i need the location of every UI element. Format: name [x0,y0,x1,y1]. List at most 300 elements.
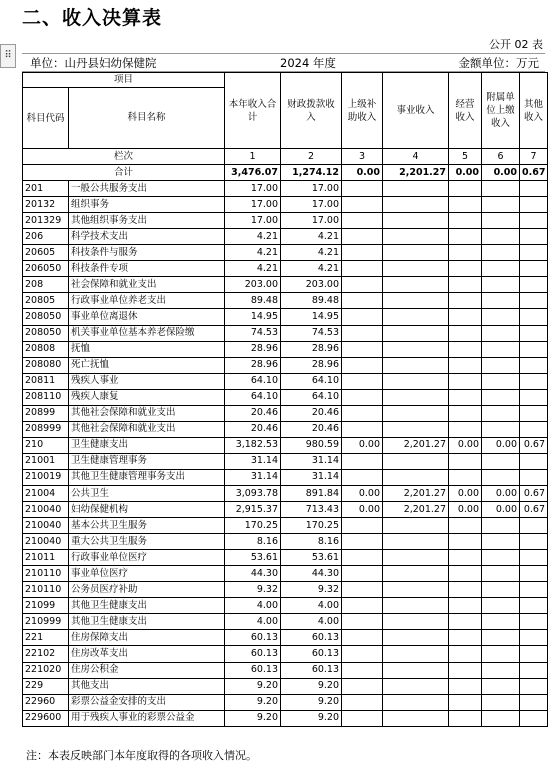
subject-code-cell: 20132 [23,197,69,213]
amount-cell [342,534,383,550]
amount-cell [482,662,520,678]
amount-cell: 0.00 [449,485,482,501]
amount-cell [342,293,383,309]
amount-cell [520,213,548,229]
amount-cell [383,518,449,534]
amount-cell [520,453,548,469]
amount-cell: 14.95 [225,309,281,325]
amount-cell: 53.61 [281,550,342,566]
subject-name-cell: 抚恤 [69,341,225,357]
subject-code-cell: 210040 [23,502,69,518]
subject-code-cell: 20605 [23,245,69,261]
amount-cell [520,181,548,197]
amount-cell: 64.10 [225,389,281,405]
amount-cell [482,229,520,245]
row-index-row [23,149,548,165]
amount-cell: 28.96 [281,341,342,357]
amount-cell [383,213,449,229]
amount-cell [520,630,548,646]
table-row [23,197,548,213]
amount-cell [449,405,482,421]
amount-cell [342,261,383,277]
amount-cell [482,293,520,309]
amount-cell [383,662,449,678]
amount-cell: 4.00 [225,598,281,614]
subject-name-cell: 组织事务 [69,197,225,213]
subject-code-cell: 229 [23,678,69,694]
col-header: 财政拨款收入 [281,73,342,149]
table-code: 公开 02 表 [489,38,543,51]
subject-name-cell: 卫生健康支出 [69,437,225,453]
amount-cell [342,309,383,325]
amount-cell: 17.00 [281,181,342,197]
amount-cell: 64.10 [281,373,342,389]
amount-cell [383,181,449,197]
subject-name-cell: 事业单位离退休 [69,309,225,325]
table-row [23,245,548,261]
amount-cell [482,678,520,694]
amount-cell: 31.14 [225,469,281,485]
amount-cell [449,213,482,229]
subject-code-cell: 206 [23,229,69,245]
amount-cell [520,678,548,694]
table-row [23,293,548,309]
subject-name-cell: 社会保障和就业支出 [69,277,225,293]
amount-cell: 9.20 [281,710,342,726]
amount-cell [482,550,520,566]
amount-cell [383,646,449,662]
amount-cell [520,325,548,341]
amount-cell: 89.48 [281,293,342,309]
amount-cell: 2,201.27 [383,437,449,453]
amount-cell: 9.20 [225,694,281,710]
amount-cell [342,373,383,389]
subject-name-cell: 重大公共卫生服务 [69,534,225,550]
amount-cell [520,357,548,373]
amount-cell [449,197,482,213]
amount-cell [520,261,548,277]
amount-cell [520,662,548,678]
table-row [23,181,548,197]
footnote: 注：本表反映部门本年度取得的各项收入情况。 [26,749,257,762]
subject-code-cell: 21011 [23,550,69,566]
subject-code-cell: 201 [23,181,69,197]
amount-cell: 0.00 [482,502,520,518]
amount-cell [482,389,520,405]
amount-cell [520,518,548,534]
amount-cell: 60.13 [225,662,281,678]
subject-code-cell: 210110 [23,582,69,598]
amount-cell [482,694,520,710]
amount-cell [482,309,520,325]
amount-cell [449,309,482,325]
amount-cell: 2,201.27 [383,485,449,501]
amount-cell: 60.13 [281,630,342,646]
table-row [23,437,548,453]
table-row [23,710,548,726]
amount-cell [520,469,548,485]
amount-cell: 0.67 [520,437,548,453]
header-row-1 [23,73,548,88]
amount-cell [520,229,548,245]
amount-cell [383,614,449,630]
amount-cell [383,469,449,485]
subject-name-cell: 残疾人康复 [69,389,225,405]
table-row [23,357,548,373]
amount-cell [482,325,520,341]
amount-cell: 713.43 [281,502,342,518]
table-row [23,485,548,501]
amount-cell [520,197,548,213]
amount-cell [342,566,383,582]
amount-cell: 891.84 [281,485,342,501]
amount-cell: 74.53 [225,325,281,341]
amount-cell [449,277,482,293]
amount-cell [482,197,520,213]
subject-name-cell: 其他卫生健康支出 [69,598,225,614]
subject-code-cell: 22102 [23,646,69,662]
amount-cell: 4.00 [225,614,281,630]
subject-code-cell: 201329 [23,213,69,229]
subject-code-cell: 210999 [23,614,69,630]
table-row [23,389,548,405]
amount-cell [383,325,449,341]
subject-code-cell: 20899 [23,405,69,421]
amount-cell [342,518,383,534]
col-num: 7 [520,149,548,165]
amount-cell [520,582,548,598]
amount-cell [342,646,383,662]
amount-cell [520,534,548,550]
amount-cell: 17.00 [281,197,342,213]
amount-cell [449,469,482,485]
amount-cell [383,550,449,566]
amount-cell: 9.20 [225,678,281,694]
subject-name-cell: 公务员医疗补助 [69,582,225,598]
project-header: 项目 [23,73,225,88]
amount-cell [383,453,449,469]
amount-cell: 60.13 [225,646,281,662]
amount-cell: 0.00 [342,502,383,518]
subject-code-cell: 20811 [23,373,69,389]
total-cell: 2,201.27 [383,165,449,181]
table-row [23,213,548,229]
subject-name-cell: 行政事业单位养老支出 [69,293,225,309]
subject-name-cell: 公共卫生 [69,485,225,501]
amount-cell [383,277,449,293]
amount-cell: 31.14 [281,469,342,485]
income-table [22,72,548,727]
amount-cell [449,421,482,437]
amount-cell: 28.96 [225,357,281,373]
amount-cell: 9.20 [281,678,342,694]
amount-cell [482,566,520,582]
amount-cell: 9.32 [225,582,281,598]
table-row [23,582,548,598]
amount-cell: 31.14 [281,453,342,469]
amount-cell [383,357,449,373]
subject-code-cell: 208999 [23,421,69,437]
amount-cell: 20.46 [281,421,342,437]
amount-cell [482,421,520,437]
amount-cell [342,614,383,630]
amount-cell [342,341,383,357]
subject-name-cell: 其他组织事务支出 [69,213,225,229]
table-row [23,421,548,437]
amount-cell [342,421,383,437]
amount-cell: 2,915.37 [225,502,281,518]
amount-cell [449,453,482,469]
amount-cell [342,469,383,485]
amount-cell [383,309,449,325]
table-row [23,277,548,293]
amount-cell [482,357,520,373]
amount-cell: 0.67 [520,502,548,518]
subject-code-cell: 208080 [23,357,69,373]
subject-name-cell: 残疾人事业 [69,373,225,389]
amount-cell: 44.30 [281,566,342,582]
amount-cell: 203.00 [281,277,342,293]
amount-cell [482,453,520,469]
total-cell: 0.00 [449,165,482,181]
amount-cell: 203.00 [225,277,281,293]
amount-cell [482,630,520,646]
amount-cell [482,614,520,630]
col-num: 4 [383,149,449,165]
amount-cell [342,181,383,197]
subject-name-cell: 机关事业单位基本养老保险缴 [69,325,225,341]
table-row [23,598,548,614]
amount-cell [383,678,449,694]
total-cell: 3,476.07 [225,165,281,181]
col-num: 6 [482,149,520,165]
subject-code-cell: 221020 [23,662,69,678]
subject-code-cell: 229600 [23,710,69,726]
amount-cell: 0.00 [482,485,520,501]
subject-name-cell: 一般公共服务支出 [69,181,225,197]
amount-cell [383,630,449,646]
amount-cell: 60.13 [281,662,342,678]
amount-cell: 4.21 [225,229,281,245]
amount-cell [449,245,482,261]
amount-cell [383,245,449,261]
amount-cell [449,550,482,566]
col-header: 经营收入 [449,73,482,149]
amount-cell [383,405,449,421]
amount-cell [520,710,548,726]
subject-code-cell: 22960 [23,694,69,710]
subject-code-cell: 20805 [23,293,69,309]
subject-name-header: 科目名称 [69,88,225,149]
col-header: 上级补助收入 [342,73,383,149]
amount-cell [520,550,548,566]
subject-name-cell: 用于残疾人事业的彩票公益金 [69,710,225,726]
amount-cell [482,646,520,662]
subject-code-cell: 208 [23,277,69,293]
amount-cell: 60.13 [281,646,342,662]
drag-handle-icon[interactable]: ⠿ [0,44,16,68]
amount-cell [482,213,520,229]
amount-cell [520,405,548,421]
amount-cell [383,373,449,389]
table-row [23,325,548,341]
amount-cell [449,630,482,646]
amount-cell [449,389,482,405]
table-row [23,229,548,245]
amount-cell [342,550,383,566]
total-cell: 0.00 [482,165,520,181]
unit-row [22,53,545,72]
amount-cell: 3,093.78 [225,485,281,501]
table-row [23,405,548,421]
total-cell: 0.00 [342,165,383,181]
subject-name-cell: 其他支出 [69,678,225,694]
amount-cell [482,469,520,485]
amount-cell [342,197,383,213]
amount-cell [342,389,383,405]
amount-cell: 3,182.53 [225,437,281,453]
amount-cell [342,694,383,710]
amount-cell [342,325,383,341]
amount-cell [520,646,548,662]
amount-cell [520,309,548,325]
amount-cell: 4.21 [225,261,281,277]
amount-unit-label: 金额单位：万元 [458,56,539,70]
amount-cell: 64.10 [225,373,281,389]
amount-cell [383,582,449,598]
col-header: 本年收入合计 [225,73,281,149]
subject-code-cell: 21004 [23,485,69,501]
amount-cell [482,582,520,598]
amount-cell [520,614,548,630]
table-row [23,534,548,550]
amount-cell [342,678,383,694]
col-header: 附属单位上缴收入 [482,73,520,149]
amount-cell [520,373,548,389]
subject-code-cell: 210110 [23,566,69,582]
amount-cell [449,678,482,694]
amount-cell: 17.00 [281,213,342,229]
amount-cell [482,373,520,389]
amount-cell [383,534,449,550]
amount-cell [520,566,548,582]
subject-name-cell: 卫生健康管理事务 [69,453,225,469]
unit-label: 单位：山丹县妇幼保健院 [30,56,157,70]
amount-cell: 20.46 [281,405,342,421]
amount-cell [342,213,383,229]
table-row [23,502,548,518]
amount-cell [383,710,449,726]
amount-cell: 2,201.27 [383,502,449,518]
amount-cell [383,566,449,582]
amount-cell [383,598,449,614]
amount-cell [482,405,520,421]
amount-cell: 4.00 [281,614,342,630]
amount-cell [520,245,548,261]
amount-cell [449,229,482,245]
amount-cell [342,582,383,598]
subject-name-cell: 彩票公益金安排的支出 [69,694,225,710]
amount-cell [342,453,383,469]
subject-code-header: 科目代码 [23,88,69,149]
table-row [23,453,548,469]
subject-name-cell: 基本公共卫生服务 [69,518,225,534]
total-cell: 1,274.12 [281,165,342,181]
amount-cell [449,582,482,598]
amount-cell [449,534,482,550]
subject-code-cell: 208050 [23,325,69,341]
table-row [23,550,548,566]
amount-cell: 170.25 [281,518,342,534]
amount-cell: 4.21 [281,229,342,245]
subject-code-cell: 21099 [23,598,69,614]
amount-cell: 4.21 [225,245,281,261]
amount-cell: 9.20 [225,710,281,726]
subject-name-cell: 其他卫生健康管理事务支出 [69,469,225,485]
amount-cell [383,197,449,213]
amount-cell [342,598,383,614]
amount-cell [449,710,482,726]
amount-cell [449,598,482,614]
amount-cell: 0.67 [520,485,548,501]
row-index-label: 栏次 [23,149,225,165]
amount-cell [449,261,482,277]
amount-cell [520,341,548,357]
amount-cell: 53.61 [225,550,281,566]
subject-name-cell: 行政事业单位医疗 [69,550,225,566]
subject-code-cell: 206050 [23,261,69,277]
table-row [23,566,548,582]
amount-cell [383,421,449,437]
amount-cell [520,389,548,405]
subject-code-cell: 210040 [23,534,69,550]
amount-cell: 20.46 [225,421,281,437]
amount-cell [482,181,520,197]
amount-cell [449,614,482,630]
subject-name-cell: 科学技术支出 [69,229,225,245]
col-num: 5 [449,149,482,165]
amount-cell: 20.46 [225,405,281,421]
table-row [23,469,548,485]
subject-name-cell: 死亡抚恤 [69,357,225,373]
amount-cell [449,566,482,582]
table-row [23,630,548,646]
amount-cell [383,389,449,405]
amount-cell: 28.96 [281,357,342,373]
year-label: 2024 年度 [280,56,336,70]
table-row [23,518,548,534]
amount-cell: 4.21 [281,245,342,261]
amount-cell: 0.00 [342,485,383,501]
amount-cell: 170.25 [225,518,281,534]
subject-name-cell: 住房改革支出 [69,646,225,662]
amount-cell: 17.00 [225,181,281,197]
subject-name-cell: 事业单位医疗 [69,566,225,582]
amount-cell [342,662,383,678]
subject-name-cell: 住房公积金 [69,662,225,678]
subject-name-cell: 科技条件专项 [69,261,225,277]
col-num: 3 [342,149,383,165]
table-row [23,373,548,389]
total-row [23,165,548,181]
col-header: 其他收入 [520,73,548,149]
amount-cell [482,598,520,614]
subject-code-cell: 208050 [23,309,69,325]
subject-code-cell: 221 [23,630,69,646]
amount-cell: 44.30 [225,566,281,582]
subject-name-cell: 科技条件与服务 [69,245,225,261]
amount-cell [449,181,482,197]
